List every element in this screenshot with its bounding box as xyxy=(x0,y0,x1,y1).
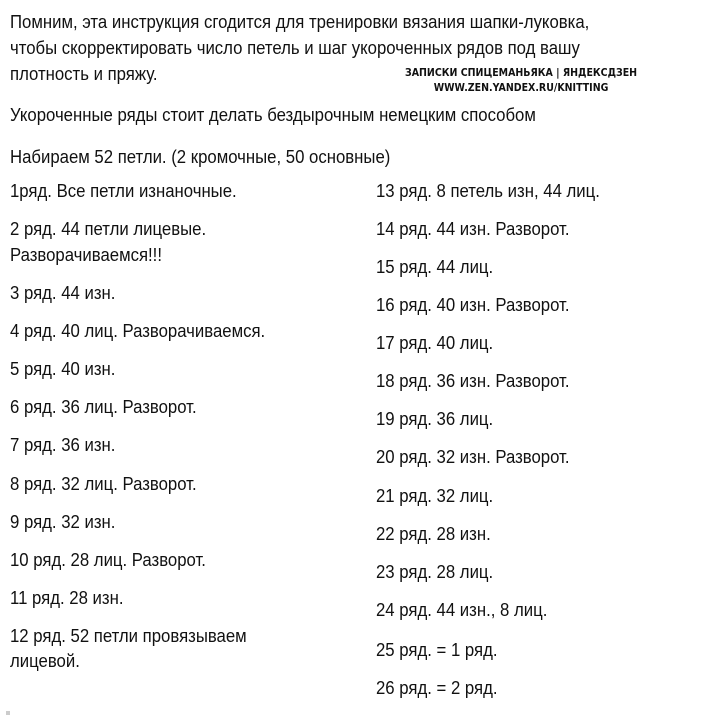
row-instruction: 4 ряд. 40 лиц. Разворачиваемся. xyxy=(10,321,266,341)
row-instruction: Разворачиваемся!!! xyxy=(10,245,162,265)
row-instruction: 18 ряд. 36 изн. Разворот. xyxy=(376,371,570,391)
row-instruction: 11 ряд. 28 изн. xyxy=(10,588,124,608)
row-instruction: 23 ряд. 28 лиц. xyxy=(376,562,494,582)
row-instruction: 9 ряд. 32 изн. xyxy=(10,512,116,532)
row-instruction: 22 ряд. 28 изн. xyxy=(376,524,491,544)
intro-line: плотность и пряжу. xyxy=(10,64,158,84)
scroll-marker xyxy=(6,711,10,715)
row-instruction: 19 ряд. 36 лиц. xyxy=(376,409,494,429)
row-instruction: 3 ряд. 44 изн. xyxy=(10,283,116,303)
row-instruction: 26 ряд. = 2 ряд. xyxy=(376,678,498,698)
row-instruction: 21 ряд. 32 лиц. xyxy=(376,486,494,506)
intro-line: чтобы скорректировать число петель и шаг укороченных рядов под вашу xyxy=(10,38,580,58)
row-instruction: 7 ряд. 36 изн. xyxy=(10,435,116,455)
row-instruction: 1ряд. Все петли изнаночные. xyxy=(10,181,237,201)
row-instruction: 5 ряд. 40 изн. xyxy=(10,359,116,379)
row-instruction: 8 ряд. 32 лиц. Разворот. xyxy=(10,474,197,494)
watermark-title: ЗАПИСКИ СПИЦЕМАНЬЯКА | ЯНДЕКСДЗЕН xyxy=(405,67,638,79)
method-note: Укороченные ряды стоит делать бездырочным немецким способом xyxy=(10,105,536,125)
row-instruction: лицевой. xyxy=(10,651,80,671)
row-instruction: 13 ряд. 8 петель изн, 44 лиц. xyxy=(376,181,600,201)
row-instruction: 25 ряд. = 1 ряд. xyxy=(376,640,498,660)
row-instruction: 2 ряд. 44 петли лицевые. xyxy=(10,219,207,239)
row-instruction: 10 ряд. 28 лиц. Разворот. xyxy=(10,550,206,570)
intro-line: Помним, эта инструкция сгодится для тренировки вязания шапки-луковка, xyxy=(10,12,590,32)
row-instruction: 6 ряд. 36 лиц. Разворот. xyxy=(10,397,197,417)
row-instruction: 15 ряд. 44 лиц. xyxy=(376,257,494,277)
watermark xyxy=(405,66,637,96)
cast-on-note: Набираем 52 петли. (2 кромочные, 50 основные) xyxy=(10,147,391,167)
row-instruction: 14 ряд. 44 изн. Разворот. xyxy=(376,219,570,239)
row-instruction: 17 ряд. 40 лиц. xyxy=(376,333,494,353)
row-instruction: 12 ряд. 52 петли провязываем xyxy=(10,626,247,646)
row-instruction: 16 ряд. 40 изн. Разворот. xyxy=(376,295,570,315)
row-instruction: 20 ряд. 32 изн. Разворот. xyxy=(376,447,570,467)
row-instruction: 24 ряд. 44 изн., 8 лиц. xyxy=(376,600,548,620)
watermark-url: WWW.ZEN.YANDEX.RU/KNITTING xyxy=(433,82,609,94)
